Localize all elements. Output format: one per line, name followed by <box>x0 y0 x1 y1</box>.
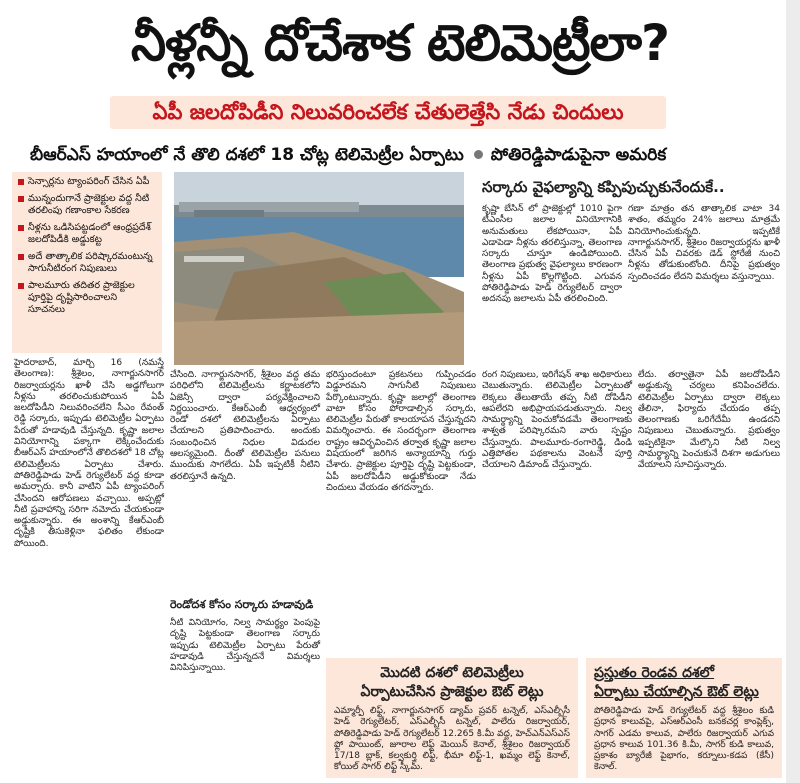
second-phase-body: పోతిరెడ్డిపాడు హెడ్ రెగ్యులేటర్ వద్ద శ్రీశైలం కుడి ప్రధాన కాలువపై, ఎస్ఆర్ఎంసీ బనకచర్ల కాంప్లెక్స్, సాగర్ ఎడమ కాలువ, పాలేరు రిజర్వాయర్ ఎగువ ప్రధాన కాలువ 101.36 కి.మీ, సాగర్ కుడి కాలువ, ప్రకాశం బ్యారేజీ పైభాగం, కర్నూలు-కడప (కేసీ) కెనాల్. <box>594 706 774 773</box>
highlight-item: మున్నందుగానే ప్రాజెక్టుల వద్ద నీటి తరలింపు గణాంకాల సేకరణ <box>18 193 156 217</box>
quote-column-1: కృష్ణా బేసిన్ లో ప్రాజెక్టుల్లో 1010 పైగా టీఎంసీల జలాల వినియోగానికి అనుమతులు లేకపోయినా, ఏపీ ఎడాపెడా నీళ్లను తరలిస్తున్నా, తెలంగాణ సర్కారు చూస్తూ ఉండిపోయింది. తెలంగాణ ప్రభుత్వ వైఫల్యాలు కారణంగా నీళ్లను ఏపీ కొల్లగొట్టింది. ఎగువన పోతిరెడ్డిపాడు హెడ్ రెగ్యులేటర్ ద్వారా అదనపు జలాలను ఏపీ తరలించింది. <box>482 204 622 305</box>
strapline-right: పోతిరెడ్డిపాడుపైనా అమరిక <box>490 145 667 165</box>
section-subhead: రెండోదశ కోసం సర్కారు హడావుడి <box>170 598 314 611</box>
strapline <box>30 139 775 171</box>
article-column-1: హైదరాబాద్, మార్చి 16 (నమస్తే తెలంగాణ): శ్రీశైలం, నాగార్జునసాగర్ రిజర్వాయర్లను ఖాళీ చేసి అడ్డగోలుగా నీళ్లను తరలించుకుపోయిన ఏపీ జలదోపిడీని నిలువరించలేని సీఎం రేవంత్ రెడ్డి సర్కారు, ఇప్పుడు టెలిమెట్రీల ఏర్పాటు పేరుతో హడావుడి చేస్తున్నది. కృష్ణా జలాల వినియోగాన్ని పక్కాగా లెక్కించేందుకు బీఆర్ఎస్ హయాంలోనే తొలిదశలో 18 చోట్ల టెలిమెట్రీలను ఏర్పాటు చేశారు. పోతిరెడ్డిపాడు హెడ్ రెగ్యులేటర్ వద్ద కూడా అమర్చారు. కానీ వాటిని ఏపీ ట్యాంపరింగ్ చేసిందని ఆరోపణలు వచ్చాయి. అప్పట్లో నీటి ప్రవాహాన్ని సరిగా నమోదు చేయకుండా అడ్డుకున్నారు. ఈ అంశాన్ని కేఆర్ఎంబీ దృష్టికి తీసుకెళ్లినా ఫలితం లేకుండా పోయింది. <box>14 358 164 549</box>
page-edge-strip <box>786 0 800 783</box>
article-column-2-tail: నీటి వినియోగం, నిల్వ సామర్థ్యం పెంపుపై దృష్టి పెట్టకుండా తెలంగాణ సర్కారు ఇప్పుడు టెలిమెట్రీల ఏర్పాటు పేరుతో హడావుడి చేస్తున్నదనే విమర్శలు వినిపిస్తున్నాయి. <box>170 618 320 674</box>
page-headline: నీళ్లన్నీ దోచేశాక టెలిమెట్రీలా? <box>130 14 670 72</box>
strapline-left: బీఆర్ఎస్ హయాంలో నే తొలి దశలో 18 చోట్ల టెలిమెట్రీల ఏర్పాటు <box>30 145 464 165</box>
highlight-item: సెన్సార్లను ట్యాంపరింగ్ చేసిన ఏపీ <box>18 176 156 188</box>
second-phase-title-2: ఏర్పాటు చేయాల్సిన ఔట్ లెట్లు <box>594 684 759 700</box>
quote-column-2: గణా మాత్రం తన తాత్కాలిక వాటా 34 శాతం, తమ్మరం 24% జలాలు మాత్రమే వినియోగించుకున్నది. ఇప్పటికే నాగార్జునసాగర్, శ్రీశైలం రిజర్వాయర్లను ఖాళీ చేసిన ఏపీ చివరకు డెడ్ స్టోరేజీ నుంచి నీళ్లను తోడుకుంటోంది. దీనిపై ప్రభుత్వం స్పందించడం లేదని విమర్శలు వస్తున్నాయి. <box>628 204 780 282</box>
sub-headline: ఏపీ జలదోపిడీని నిలువరించలేక చేతులెత్తేసి నేడు చిందులు <box>110 96 666 129</box>
first-phase-title-2: ఏర్పాటుచేసిన ప్రాజెక్టుల ఔట్ లెట్లు <box>360 684 544 700</box>
first-phase-box <box>326 658 578 778</box>
dam-photo <box>174 172 464 365</box>
article-column-4: రంగ నిపుణులు, ఇరిగేషన్ శాఖ అధికారులు చెబుతున్నారు. టెలిమెట్రీల ఏర్పాటుతో లెక్కలు తేలుతాయే తప్ప నీటి దోపిడీని ఆపలేరని అభిప్రాయపడుతున్నారు. నిల్వ సామర్థ్యాన్ని పెంచుకోవడమే తెలంగాణకు శాశ్వత పరిష్కారమని వారు స్పష్టం చేస్తున్నారు. పాలమూరు-రంగారెడ్డి, డిండి ఎత్తిపోతల పథకాలను వెంటనే పూర్తి చేయాలని డిమాండ్ చేస్తున్నారు. <box>482 370 632 471</box>
highlight-item: అదే తాత్కాలిక పరిష్కారమంటున్న సాగునీటిరంగ నిపుణులు <box>18 251 156 275</box>
article-column-2: చేసింది. నాగార్జునసాగర్, శ్రీశైలం వద్ద తమ పరిధిలోని టెలిమెట్రీలను కర్ణాటకలోని ఏజెన్సీ ద్వారా పర్యవేక్షించాలని నిర్ణయించారు. కేఆర్ఎంబీ ఆధ్వర్యంలో రెండో దశలో టెలిమెట్రీలను ఏర్పాటు చేయాలని ప్రతిపాదించారు. అందుకు సంబంధించిన నిధుల విడుదల ఆలస్యమైంది. దీంతో టెలిమెట్రీల పనులు ముందుకు సాగలేదు. ఏపీ ఇప్పటికీ నీటిని తరలిస్తూనే ఉన్నది. <box>170 370 320 482</box>
second-phase-box <box>586 658 782 778</box>
highlight-item: పాలమూరు తదితర ప్రాజెక్టుల పూర్తిపై దృష్టిసారించాలని సూచనలు <box>18 280 156 316</box>
first-phase-body: ఎమ్మార్పీ లిఫ్ట్, నాగార్జునసాగర్ డ్యామ్ ప్రవర్ టన్నెల్, ఎస్ఎల్బీసీ హెడ్ రెగ్యులేటర్, ఎస్ఎల్బీసీ టన్నెల్, పాలేరు రిజర్వాయర్, పోతిరెడ్డిపాడు హెడ్ రెగ్యులేటర్ 12.265 కి.మీ వద్ద, హెచ్ఎన్ఎస్ఎస్ ఫ్లో పాయింట్, జూరాల లెఫ్ట్ మెయిన్ కెనాల్, శ్రీశైలం రిజర్వాయర్ 17/18 బ్లాక్, కల్వకుర్తి లిఫ్ట్, భీమా లిఫ్ట్-1, ఖమ్మం లెఫ్ట్ కెనాల్, కోయిల్ సాగర్ లిఫ్ట్ స్కీమ్. <box>334 706 570 773</box>
article-column-5: లేదు. తర్వాతైనా ఏపీ జలదోపిడీని అడ్డుకున్న చర్యలు కనిపించలేదు. టెలిమెట్రీల ఏర్పాటు ద్వారా లెక్కలు తేలినా, ఫిర్యాదు చేయడం తప్ప తెలంగాణకు ఒరిగేదేమీ ఉండదని నిపుణులు చెబుతున్నారు. ప్రభుత్వం ఇప్పటికైనా మేల్కొని నీటి నిల్వ సామర్థ్యాన్ని పెంచుకునే దిశగా అడుగులు వేయాలని సూచిస్తున్నారు. <box>638 370 780 471</box>
highlights-box <box>12 172 162 353</box>
first-phase-title-1: మొదటి దశలో టెలిమెట్రీలు <box>380 665 524 681</box>
bullet-dot-icon <box>474 150 483 159</box>
highlight-item: నీళ్లను ఒడిసిపట్టడంలో ఆంధ్రప్రదేశ్ జలదోపిడీకి అడ్డుకట్ట <box>18 222 156 246</box>
second-phase-title-1: ప్రస్తుతం రెండవ దశలో <box>594 665 715 681</box>
article-column-3: భరిస్తుందంటూ ప్రకటనలు గుప్పించడం విడ్డూరమని సాగునీటి నిపుణులు పేర్కొంటున్నారు. కృష్ణా జలాల్లో తెలంగాణ వాటా కోసం పోరాడాల్సిన సర్కారు, టెలిమెట్రీల పేరుతో కాలయాపన చేస్తున్నదని విమర్శించారు. ఈ సందర్భంగా తెలంగాణ రాష్ట్రం ఆవిర్భవించిన తర్వాత కృష్ణా జలాల విషయంలో జరిగిన అన్యాయాన్ని గుర్తు చేశారు. ప్రాజెక్టుల పూర్తిపై దృష్టి పెట్టకుండా, ఏపీ జలదోపిడీని అడ్డుకోకుండా నేడు చిందులు వేయడం తగదన్నారు. <box>326 370 476 493</box>
quote-heading: సర్కారు వైఫల్యాన్ని కప్పిపుచ్చుకునేందుకే.. <box>482 178 725 196</box>
